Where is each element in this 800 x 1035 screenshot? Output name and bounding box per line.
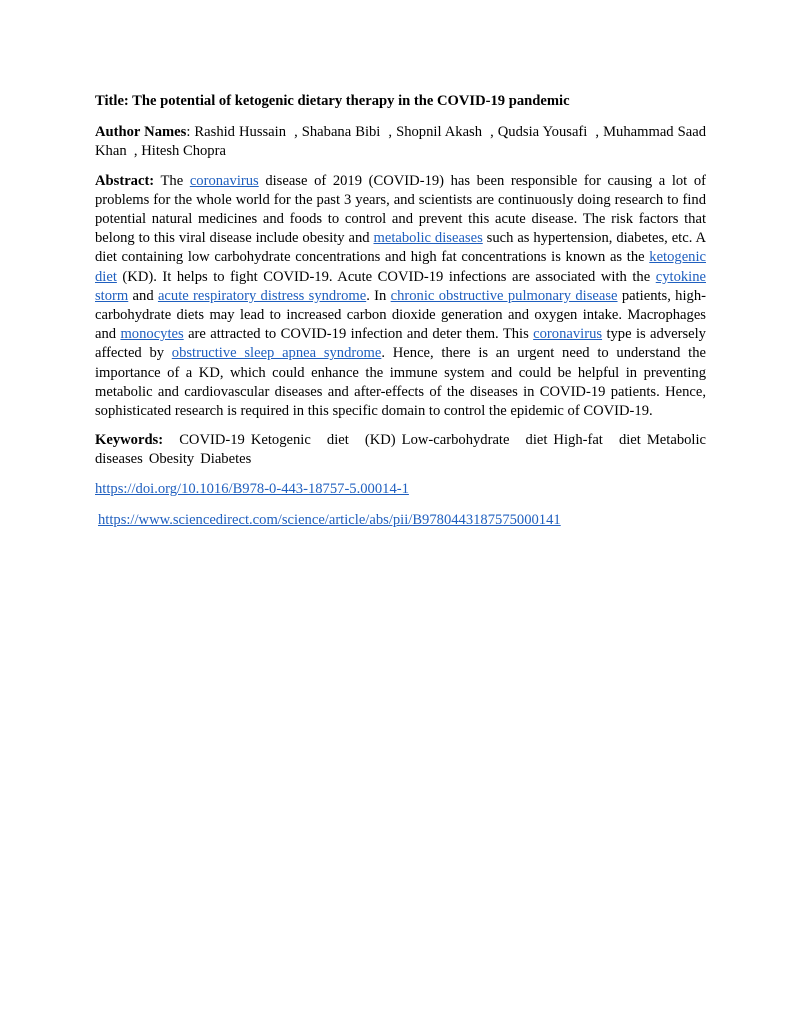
keyword: Low-carbohydrate diet [401, 432, 548, 449]
sciencedirect-link[interactable]: https://www.sciencedirect.com/science/article/abs/pii/B9780443187575000141 [98, 511, 561, 528]
abstract-text: patients, high-carbohydrate diets may lead to increased carbon dioxide generation and oxygen intake. Macrophages and [95, 287, 706, 343]
doi-link[interactable]: https://doi.org/10.1016/B978-0-443-18757-5.00014-1 [95, 480, 409, 497]
abstract-text: disease of 2019 (COVID-19) has been responsible for causing a lot of problems for the whole world for the past 3 years, and scientists are continuously doing research to find potential natural medicines and foods to control and prevent this acute disease. The risk factors that belong to this viral disease include obesity and [95, 172, 706, 247]
link-cytokine-storm[interactable]: cytokine storm [95, 268, 706, 304]
abstract-label: Abstract: [95, 172, 155, 189]
keyword: Obesity [148, 451, 195, 468]
link-acute-respiratory-distress-syndrome[interactable]: acute respiratory distress syndrome [157, 287, 367, 304]
link-chronic-obstructive-pulmonary-disease[interactable]: chronic obstructive pulmonary disease [390, 287, 618, 304]
link-obstructive-sleep-apnea-syndrome[interactable]: obstructive sleep apnea syndrome [171, 345, 382, 362]
keyword: COVID-19 [179, 432, 245, 449]
author-name: Shabana Bibi [301, 124, 381, 141]
keyword: Diabetes [200, 451, 252, 468]
doi-line [95, 480, 706, 499]
author-name: Muhammad Saad Khan [95, 124, 706, 160]
abstract-text: (KD). It helps to fight COVID-19. Acute COVID-19 infections are associated with the [116, 268, 656, 285]
title-label: Title: [95, 93, 129, 109]
author-name: Shopnil Akash [396, 124, 483, 141]
link-coronavirus-2[interactable]: coronavirus [533, 326, 603, 343]
keyword: High-fat diet [553, 432, 641, 449]
keyword: Ketogenic diet (KD) [250, 432, 396, 449]
document-page [95, 92, 706, 542]
sciencedirect-line [95, 511, 706, 530]
abstract-text: type is adversely affected by [95, 326, 706, 362]
link-monocytes[interactable]: monocytes [120, 326, 184, 343]
keywords-line [95, 431, 706, 469]
title-text: The potential of ketogenic dietary therapy in the COVID-19 pandemic [132, 93, 570, 109]
abstract-text: . Hence, there is an urgent need to understand the importance of a KD, which could enhance the immune system and could be helpful in preventing metabolic and cardiovascular diseases and after-effects of the diseases in COVID-19 patients. Hence, sophisticated research is required in this specific domain to control the epidemic of COVID-19. [95, 345, 706, 420]
abstract-text: are attracted to COVID-19 infection and deter them. This [183, 326, 534, 343]
keywords-label: Keywords: [95, 432, 164, 449]
abstract-text: The [160, 172, 190, 189]
authors-label: Author Names [95, 124, 187, 141]
abstract-text: such as hypertension, diabetes, etc. A diet containing low carbohydrate concentrations and high fat concentrations is known as the [95, 230, 707, 266]
author-line: Author Names: Rashid Hussain , Shabana Bibi , Shopnil Akash , Qudsia Yousafi , Muhammad Saad Khan , Hitesh Chopra [95, 124, 706, 160]
abstract-text: and [128, 287, 158, 304]
author-name: Hitesh Chopra [141, 143, 226, 160]
link-coronavirus[interactable]: coronavirus [189, 172, 259, 189]
link-ketogenic-diet[interactable]: ketogenic diet [95, 249, 706, 285]
author-name: Rashid Hussain [194, 124, 287, 141]
authors-colon: : [186, 124, 191, 141]
abstract-paragraph [95, 172, 706, 422]
link-metabolic-diseases[interactable]: metabolic diseases [373, 230, 483, 247]
paper-title [95, 92, 706, 111]
keyword: Metabolic diseases [95, 432, 706, 468]
author-name: Qudsia Yousafi [497, 124, 588, 141]
abstract-text: . In [366, 287, 391, 304]
